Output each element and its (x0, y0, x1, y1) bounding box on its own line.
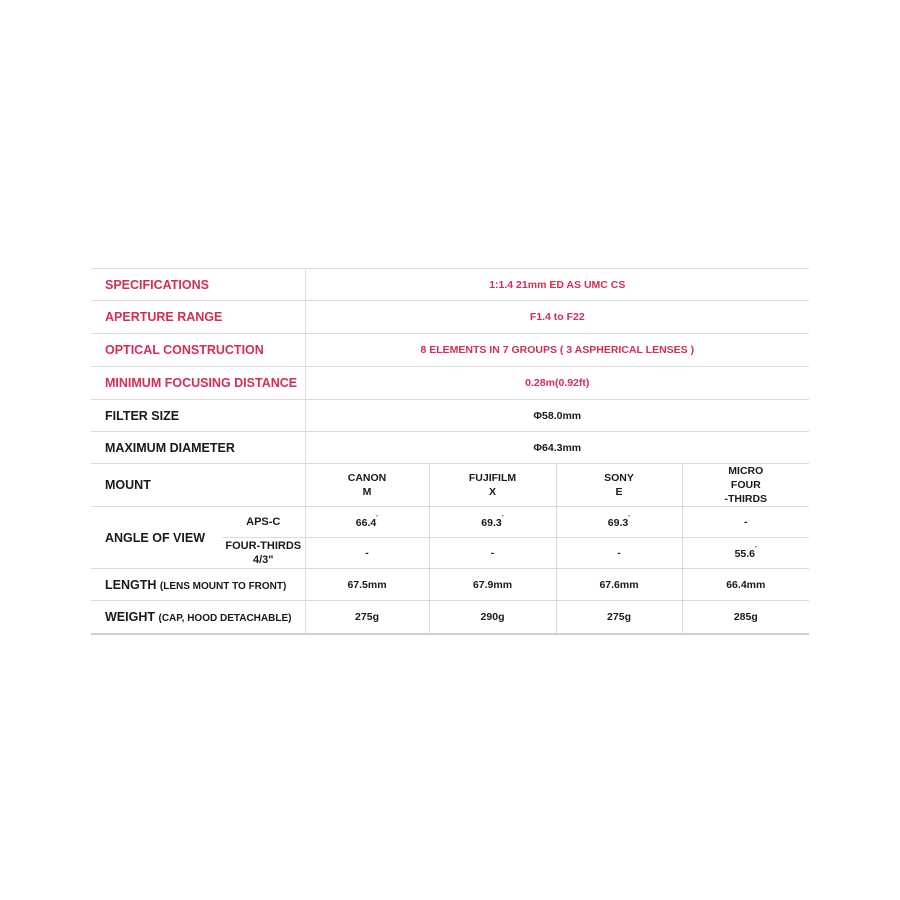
aperture-range-value: F1.4 to F22 (305, 301, 809, 334)
mount-canon-m: CANON M (305, 464, 429, 507)
aperture-range-label: APERTURE RANGE (91, 301, 305, 334)
weight-value-mft: 285g (682, 601, 809, 634)
row-specifications (91, 269, 809, 301)
aps-c-value-sony: 69.3˚ (556, 507, 682, 538)
specifications-label: SPECIFICATIONS (91, 269, 305, 301)
aps-c-label: APS-C (222, 507, 305, 538)
filter-size-value: Φ58.0mm (305, 400, 809, 432)
mount-label: MOUNT (91, 464, 305, 507)
four-thirds-value-canon: - (305, 538, 429, 569)
length-label: LENGTH (LENS MOUNT TO FRONT) (91, 569, 305, 601)
mount-sony-e: SONY E (556, 464, 682, 507)
weight-value-canon: 275g (305, 601, 429, 634)
four-thirds-value-sony: - (556, 538, 682, 569)
aps-c-value-canon: 66.4˚ (305, 507, 429, 538)
four-thirds-value-mft: 55.6˚ (682, 538, 809, 569)
weight-value-sony: 275g (556, 601, 682, 634)
maximum-diameter-value: Φ64.3mm (305, 432, 809, 464)
row-weight (91, 601, 809, 634)
maximum-diameter-label: MAXIMUM DIAMETER (91, 432, 305, 464)
optical-construction-value: 8 ELEMENTS IN 7 GROUPS ( 3 ASPHERICAL LENSES ) (305, 334, 809, 367)
filter-size-label: FILTER SIZE (91, 400, 305, 432)
length-value-fujifilm: 67.9mm (429, 569, 556, 601)
length-value-sony: 67.6mm (556, 569, 682, 601)
row-maximum-diameter (91, 432, 809, 464)
angle-of-view-label: ANGLE OF VIEW (91, 507, 222, 569)
specifications-value: 1:1.4 21mm ED AS UMC CS (305, 269, 809, 301)
mount-fujifilm-x: FUJIFILM X (429, 464, 556, 507)
row-filter-size (91, 400, 809, 432)
row-mount (91, 464, 809, 507)
length-value-canon: 67.5mm (305, 569, 429, 601)
row-optical-construction (91, 334, 809, 367)
four-thirds-value-fujifilm: - (429, 538, 556, 569)
weight-value-fujifilm: 290g (429, 601, 556, 634)
mount-micro-four-thirds: MICRO FOUR -THIRDS (682, 464, 809, 507)
optical-construction-label: OPTICAL CONSTRUCTION (91, 334, 305, 367)
row-angle-of-view-aps-c (91, 507, 809, 538)
four-thirds-label: FOUR-THIRDS 4/3" (222, 538, 305, 569)
row-length (91, 569, 809, 601)
weight-label: WEIGHT (CAP, HOOD DETACHABLE) (91, 601, 305, 634)
length-value-mft: 66.4mm (682, 569, 809, 601)
aps-c-value-fujifilm: 69.3˚ (429, 507, 556, 538)
aps-c-value-mft: - (682, 507, 809, 538)
row-aperture-range (91, 301, 809, 334)
row-minimum-focusing-distance (91, 367, 809, 400)
minimum-focusing-distance-label: MINIMUM FOCUSING DISTANCE (91, 367, 305, 400)
lens-specifications-table (91, 268, 809, 635)
minimum-focusing-distance-value: 0.28m(0.92ft) (305, 367, 809, 400)
